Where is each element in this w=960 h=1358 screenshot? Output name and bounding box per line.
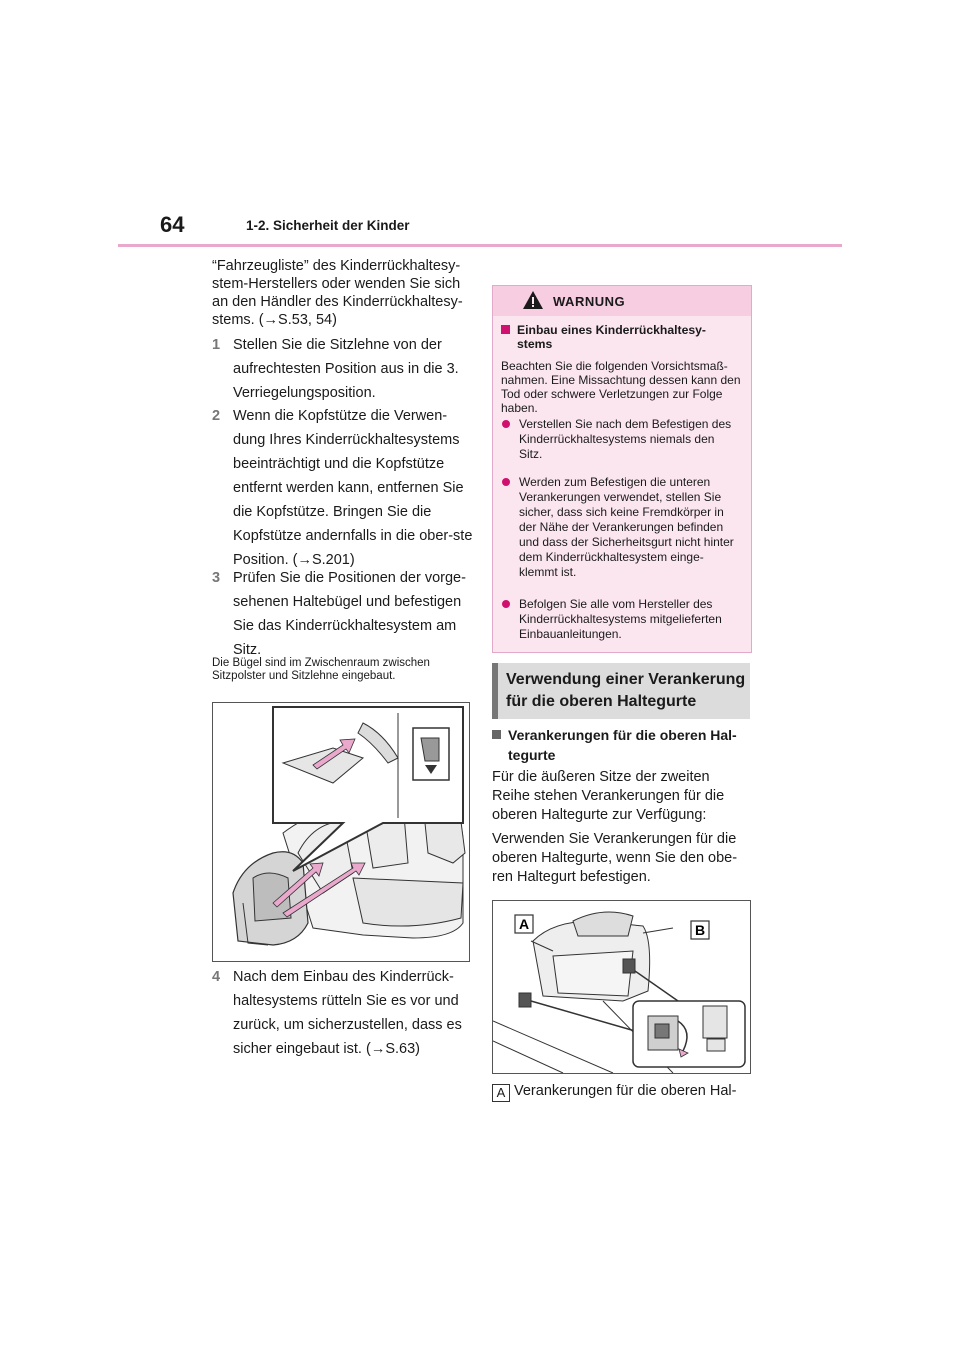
bullet-dot-icon	[502, 420, 510, 428]
warning-box	[492, 285, 752, 653]
warning-bullet-text: Verstellen Sie nach dem Befestigen des Kinderrückhaltesystems niemals den Sitz.	[519, 417, 732, 461]
intro-paragraph: “Fahrzeugliste” des Kinderrückhaltesy-stem-Herstellers oder wenden Sie sich an den Händler des Kinderrückhaltesy-stems. (→S.53, 54)	[212, 258, 463, 328]
warning-title: WARNUNG	[553, 294, 626, 309]
step-2	[212, 404, 474, 572]
step-3	[212, 566, 474, 662]
subheading-text: Verankerungen für die oberen Hal-tegurte	[508, 727, 737, 763]
header-rule	[118, 244, 842, 247]
caption-letter: A	[492, 1084, 510, 1102]
warning-subheading-text: Einbau eines Kinderrückhaltesy-stems	[517, 323, 706, 351]
step-4	[212, 965, 474, 1061]
warning-bullet	[501, 597, 741, 642]
section-heading-box	[492, 663, 750, 719]
step-number: 2	[212, 408, 221, 424]
step-1	[212, 333, 474, 405]
figure-caption	[492, 1081, 750, 1102]
tether-anchor-illustration	[492, 900, 751, 1074]
warning-triangle-icon	[522, 290, 544, 310]
step-number: 3	[212, 570, 221, 586]
section-paragraph-2: Verwenden Sie Verankerungen für die oberen Haltegurte, wenn Sie den obe-ren Haltegurt befestigen.	[492, 831, 738, 885]
step-text: Wenn die Kopfstütze die Verwen-dung Ihres Kinderrückhaltesystems beeinträchtigt und die Kopfstütze entfernt werden kann, entfernen Sie die Kopfstütze. Bringen Sie die Kopfstütze andernfalls in die ober-ste Position. (→S.201)	[233, 408, 473, 568]
step-text: Prüfen Sie die Positionen der vorge-sehenen Haltebügel und befestigen Sie das Kinderrückhaltesystem am Sitz.	[233, 570, 466, 658]
warning-bullet	[501, 475, 741, 580]
label-a: A	[518, 916, 530, 932]
step-text: Nach dem Einbau des Kinderrück-haltesystems rütteln Sie es vor und zurück, um sicherzustellen, dass es sicher eingebaut ist. (→S.63)	[233, 969, 462, 1057]
square-bullet-icon	[492, 730, 501, 739]
page-number: 64	[160, 212, 185, 237]
bullet-dot-icon	[502, 478, 510, 486]
bullet-dot-icon	[502, 600, 510, 608]
label-b: B	[694, 922, 706, 938]
caption-text: Verankerungen für die oberen Hal-	[514, 1083, 737, 1099]
warning-bullet-text: Werden zum Befestigen die unteren Verankerungen verwendet, stellen Sie sicher, dass sich keine Fremdkörper in der Nähe der Verankerungen befinden und dass der Sicherheitsgurt nicht hinter dem Kinderrückhaltesystem einge-klemmt ist.	[519, 475, 734, 579]
step-number: 1	[212, 337, 221, 353]
warning-bullet-text: Befolgen Sie alle vom Hersteller des Kinderrückhaltesystems mitgelieferten Einbauanleitungen.	[519, 597, 722, 641]
step-text: Stellen Sie die Sitzlehne von der aufrechtesten Position aus in die 3. Verriegelungsposition.	[233, 337, 459, 401]
warning-subheading	[501, 323, 741, 351]
square-bullet-icon	[501, 325, 510, 334]
note-text: Die Bügel sind im Zwischenraum zwischen Sitzpolster und Sitzlehne eingebaut.	[212, 657, 430, 682]
section-title: Verwendung einer Verankerung für die oberen Haltegurte	[506, 671, 746, 710]
rear-seat-illustration	[212, 702, 470, 962]
section-paragraph-1: Für die äußeren Sitze der zweiten Reihe stehen Verankerungen für die oberen Haltegurte zur Verfügung:	[492, 769, 725, 823]
warning-header	[493, 286, 751, 316]
step-number: 4	[212, 969, 221, 985]
section-bar	[492, 663, 498, 719]
chapter-title: 1-2. Sicherheit der Kinder	[246, 218, 410, 233]
warning-bullet	[501, 417, 741, 462]
warning-intro: Beachten Sie die folgenden Vorsichtsmaß-nahmen. Eine Missachtung dessen kann den Tod oder schwere Verletzungen zur Folge haben.	[501, 359, 741, 415]
subheading	[492, 725, 750, 765]
